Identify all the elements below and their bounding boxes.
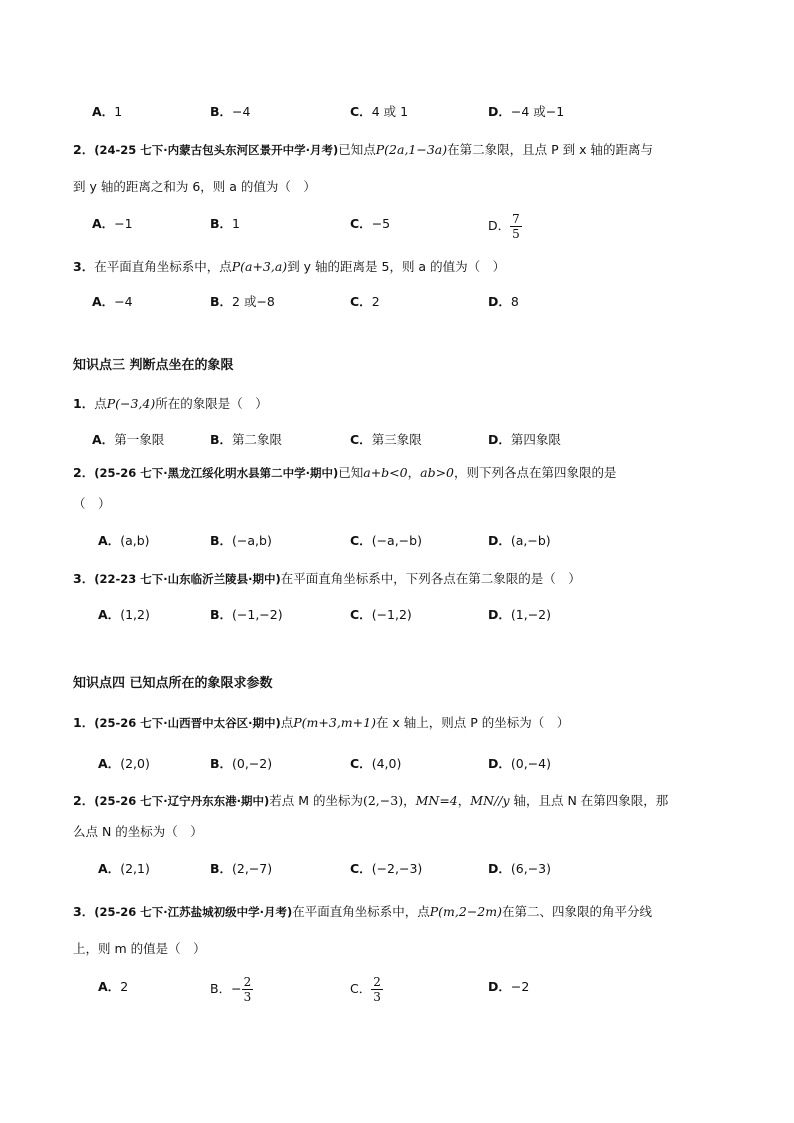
option-letter: D． xyxy=(488,756,511,771)
options-row xyxy=(0,212,794,241)
question-text: 已知点 xyxy=(338,142,376,157)
question-text: 在第二、四象限的角平分线 xyxy=(501,904,652,919)
option-a xyxy=(92,100,122,124)
option-d xyxy=(488,603,551,627)
option-letter: C． xyxy=(350,861,372,876)
option-value: (1,−2) xyxy=(510,607,551,622)
options-row xyxy=(0,100,794,124)
question-number: 3． xyxy=(73,571,95,586)
option-value: 2 xyxy=(371,294,380,309)
fraction-numerator: 2 xyxy=(373,975,381,989)
option-value: (6,−3) xyxy=(510,861,551,876)
question-line xyxy=(73,704,723,742)
question-text: ， xyxy=(403,793,416,808)
math-coordinate: (2,−3) xyxy=(362,793,404,808)
option-a xyxy=(92,290,133,314)
math-condition: MN//y xyxy=(470,793,510,808)
option-value: −4 xyxy=(114,294,133,309)
option-letter: D． xyxy=(488,979,511,994)
option-value: 2 xyxy=(120,979,129,994)
option-value: (4,0) xyxy=(371,756,402,771)
question-number: 3． xyxy=(73,259,95,274)
option-c xyxy=(350,975,383,1004)
option-d xyxy=(488,212,522,241)
math-point: P(a+3,a) xyxy=(231,259,288,274)
option-letter: D． xyxy=(488,294,511,309)
question-text: 在平面直角坐标系中，点 xyxy=(292,904,430,919)
section-heading: 知识点三 判断点坐在的象限 xyxy=(73,358,234,373)
option-letter: A． xyxy=(92,294,115,309)
option-value: (1,2) xyxy=(120,607,150,622)
option-letter: B． xyxy=(210,756,233,771)
option-value: 1 xyxy=(232,216,240,231)
question-source: (22-23 七下·山东临沂兰陵县·期中) xyxy=(94,572,281,586)
option-value: 第三象限 xyxy=(371,432,422,447)
question-source: (25-26 七下·山西晋中太谷区·期中) xyxy=(94,716,281,730)
math-point: P(2a,1−3a) xyxy=(375,142,448,157)
question-source: (25-26 七下·黑龙江绥化明水县第二中学·期中) xyxy=(94,466,339,480)
option-letter: D． xyxy=(488,533,511,548)
question-text: 在 x 轴上，则点 P 的坐标为（ ） xyxy=(375,715,570,730)
question-number: 1． xyxy=(73,396,95,411)
option-c xyxy=(350,603,412,627)
option-letter: C． xyxy=(350,216,372,231)
math-condition: MN=4 xyxy=(415,793,458,808)
option-value: 4 或 1 xyxy=(371,104,409,119)
option-a xyxy=(98,752,150,776)
fraction xyxy=(371,975,383,1004)
option-letter: A． xyxy=(92,216,115,231)
options-row xyxy=(0,857,794,881)
option-d xyxy=(488,100,564,124)
option-value: 第二象限 xyxy=(232,432,283,447)
option-letter: B． xyxy=(210,104,233,119)
option-b xyxy=(210,212,240,236)
option-value: 第四象限 xyxy=(510,432,561,447)
question-number: 2． xyxy=(73,465,95,480)
question-text: 么点 N 的坐标为（ ） xyxy=(73,824,203,839)
option-c-label: C． xyxy=(350,981,372,996)
option-value: (a,−b) xyxy=(510,533,551,548)
option-letter: A． xyxy=(98,756,121,771)
option-d xyxy=(488,290,519,314)
option-a xyxy=(98,603,150,627)
option-value: (−a,b) xyxy=(232,533,272,548)
question-text: 轴，且点 N 在第四象限，那 xyxy=(509,793,669,808)
option-letter: D． xyxy=(488,607,511,622)
option-value: (2,0) xyxy=(120,756,150,771)
option-b xyxy=(210,100,250,124)
option-c xyxy=(350,857,422,881)
question-line xyxy=(73,168,723,205)
options-row xyxy=(0,428,794,452)
question-text: 到 y 轴的距离是 5，则 a 的值为（ ） xyxy=(287,259,506,274)
question-text: 点 xyxy=(280,715,294,730)
question-text: ，则下列各点在第四象限的是 xyxy=(454,465,617,480)
question-source: (24-25 七下·内蒙古包头东河区景开中学·月考) xyxy=(94,143,339,157)
option-c xyxy=(350,752,401,776)
option-d xyxy=(488,752,551,776)
option-value: 8 xyxy=(510,294,519,309)
fraction-numerator: 7 xyxy=(512,212,520,226)
option-a xyxy=(98,975,128,999)
fraction-denominator: 3 xyxy=(373,990,381,1004)
question-line xyxy=(73,930,723,967)
option-c xyxy=(350,428,422,452)
option-d xyxy=(488,529,551,553)
option-value: (−1,2) xyxy=(371,607,412,622)
option-letter: B． xyxy=(210,294,233,309)
option-b xyxy=(210,603,283,627)
option-b xyxy=(210,290,275,314)
option-value: (a,b) xyxy=(120,533,150,548)
option-letter: B． xyxy=(210,432,233,447)
option-letter: C． xyxy=(350,533,372,548)
option-value: 第一象限 xyxy=(114,432,165,447)
question-number: 1． xyxy=(73,715,95,730)
option-a xyxy=(98,857,150,881)
option-value: −4 xyxy=(232,104,251,119)
question-text: 在第二象限，且点 P 到 x 轴的距离与 xyxy=(447,142,653,157)
option-letter: C． xyxy=(350,294,372,309)
option-d-label: D． xyxy=(488,218,511,233)
option-letter: A． xyxy=(98,979,121,994)
option-letter: B． xyxy=(210,533,233,548)
option-value: (2,1) xyxy=(120,861,150,876)
option-value: (2,−7) xyxy=(232,861,273,876)
option-value: 2 或−8 xyxy=(232,294,275,309)
option-value: (−a,−b) xyxy=(371,533,422,548)
math-point: P(−3,4) xyxy=(106,396,156,411)
options-row xyxy=(0,975,794,1004)
option-letter: C． xyxy=(350,104,372,119)
fraction-numerator: 2 xyxy=(243,975,252,989)
option-letter: B． xyxy=(210,607,233,622)
question-text: （ ） xyxy=(73,496,111,511)
option-letter: D． xyxy=(488,861,511,876)
option-letter: D． xyxy=(488,104,511,119)
option-value: −4 或−1 xyxy=(510,104,565,119)
option-b xyxy=(210,529,272,553)
fraction-denominator: 5 xyxy=(512,227,520,241)
option-d xyxy=(488,428,561,452)
question-source: (25-26 七下·辽宁丹东东港·期中) xyxy=(94,794,270,808)
question-text: 到 y 轴的距离之和为 6，则 a 的值为（ ） xyxy=(73,179,316,194)
question-text: 已知 xyxy=(338,465,364,480)
question-text: 若点 M 的坐标为 xyxy=(269,793,363,808)
question-text: 点 xyxy=(94,396,107,411)
option-value: 1 xyxy=(114,104,123,119)
option-letter: A． xyxy=(98,533,121,548)
question-line xyxy=(73,385,723,422)
question-line xyxy=(73,248,723,285)
option-value: −1 xyxy=(114,216,133,231)
option-c xyxy=(350,100,408,124)
option-letter: B． xyxy=(210,861,233,876)
section-heading: 知识点四 已知点所在的象限求参数 xyxy=(73,676,273,691)
option-b xyxy=(210,857,272,881)
question-line xyxy=(73,813,723,850)
fraction xyxy=(242,975,254,1004)
option-a xyxy=(92,212,133,236)
option-letter: B． xyxy=(210,216,233,231)
option-a xyxy=(92,428,164,452)
option-b xyxy=(210,428,282,452)
question-source: (25-26 七下·江苏盐城初级中学·月考) xyxy=(94,905,293,919)
option-c xyxy=(350,290,380,314)
question-text: ， xyxy=(457,793,471,808)
option-d xyxy=(488,975,529,999)
option-letter: A． xyxy=(92,104,115,119)
math-point: P(m,2−2m) xyxy=(429,904,502,919)
option-b xyxy=(210,975,253,1004)
option-a xyxy=(98,529,150,553)
question-text: 所在的象限是（ ） xyxy=(155,396,268,411)
option-value: −2 xyxy=(510,979,530,994)
question-number: 3． xyxy=(73,904,95,919)
question-number: 2． xyxy=(73,142,95,157)
question-line xyxy=(73,893,723,931)
options-row xyxy=(0,529,794,553)
option-value: −5 xyxy=(371,216,391,231)
option-letter: C． xyxy=(350,432,372,447)
question-text: ， xyxy=(407,465,421,480)
option-letter: A． xyxy=(98,607,121,622)
fraction xyxy=(510,212,522,241)
option-d xyxy=(488,857,551,881)
option-c xyxy=(350,529,422,553)
fraction-denominator: 3 xyxy=(243,990,252,1004)
question-line xyxy=(73,485,723,522)
options-row xyxy=(0,603,794,627)
math-point: P(m+3,m+1) xyxy=(293,715,376,730)
question-text: 上，则 m 的值是（ ） xyxy=(73,941,206,956)
math-condition: a+b<0 xyxy=(363,465,408,480)
option-letter: A． xyxy=(92,432,115,447)
option-b-label: B．− xyxy=(210,981,242,996)
options-row xyxy=(0,752,794,776)
question-number: 2． xyxy=(73,793,95,808)
option-value: (−1,−2) xyxy=(232,607,283,622)
math-condition: ab>0 xyxy=(420,465,455,480)
option-letter: D． xyxy=(488,432,511,447)
question-text: 在平面直角坐标系中，下列各点在第二象限的是（ ） xyxy=(280,571,581,586)
option-letter: C． xyxy=(350,607,372,622)
option-value: (0,−2) xyxy=(232,756,273,771)
option-value: (0,−4) xyxy=(510,756,551,771)
options-row xyxy=(0,290,794,314)
question-line xyxy=(73,131,723,169)
option-b xyxy=(210,752,272,776)
option-value: (−2,−3) xyxy=(371,861,423,876)
option-letter: A． xyxy=(98,861,121,876)
question-text: 在平面直角坐标系中，点 xyxy=(94,259,232,274)
option-letter: C． xyxy=(350,756,372,771)
question-line xyxy=(73,560,723,598)
option-c xyxy=(350,212,390,236)
